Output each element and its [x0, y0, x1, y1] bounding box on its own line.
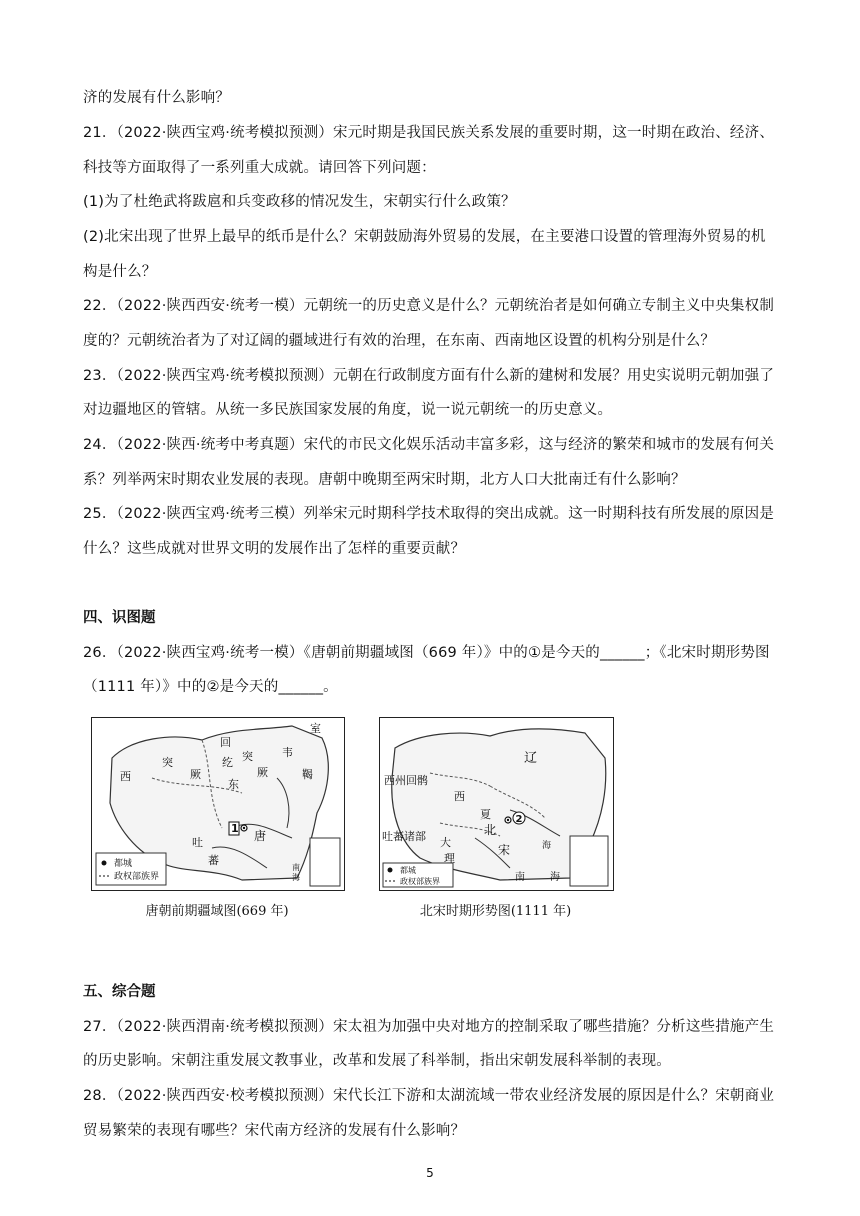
map-label: 宋 [498, 843, 511, 857]
map-label: 南 [515, 872, 525, 883]
map-label: 吐 [192, 836, 203, 849]
map-label: 大 [440, 836, 451, 849]
map-label: 鞨 [302, 768, 313, 781]
question-27: 27．（2022·陕西渭南·统考模拟预测）宋太祖为加强中央对地方的控制采取了哪些措施？分析这些措施产生 [83, 1019, 775, 1035]
map-label: 突 [242, 750, 253, 763]
map-label: 南 [292, 863, 300, 872]
map-label: 纥 [222, 756, 233, 769]
question-25: 25．（2022·陕西宝鸡·统考三模）列举宋元时期科学技术取得的突出成就。这一时期科技有所发展的原因是 [83, 506, 775, 522]
song-map [380, 718, 613, 890]
map-label: 厥 [190, 768, 201, 781]
section-heading-5: 五、综合题 [83, 984, 156, 1000]
map-label: 西 [120, 770, 131, 783]
question-24: 24．（2022·陕西·统考中考真题）宋代的市民文化娱乐活动丰富多彩，这与经济的繁荣和城市的发展有何关 [83, 437, 775, 453]
text-line: 什么？这些成就对世界文明的发展作出了怎样的重要贡献？ [83, 541, 466, 557]
map-label: 韦 [282, 746, 293, 759]
map-label: 室 [310, 722, 321, 735]
map-label: 厥 [257, 766, 268, 779]
text-line: 度的？元朝统治者为了对辽阔的疆域进行有效的治理，在东南、西南地区设置的机构分别是什么？ [83, 333, 716, 349]
tang-map [92, 718, 344, 890]
text-line: （1111 年）》中的②是今天的______。 [83, 679, 338, 695]
text-line: 贸易繁荣的表现有哪些？宋代南方经济的发展有什么影响？ [83, 1123, 466, 1139]
question-21-part-2: (2)北宋出现了世界上最早的纸币是什么？宋朝鼓励海外贸易的发展，在主要港口设置的管理海外贸易的机 [83, 229, 766, 245]
tang-map-caption: 唐朝前期疆域图(669 年) [145, 904, 289, 919]
text-line: 科技等方面取得了一系列重大成就。请回答下列问题： [83, 160, 436, 176]
legend-border: 政权部族界 [114, 872, 160, 882]
map-label: 东 [228, 778, 239, 791]
text-line: 对边疆地区的管辖。从统一多民族国家发展的角度，说一说元朝统一的历史意义。 [83, 402, 613, 418]
question-23: 23．（2022·陕西宝鸡·统考模拟预测）元朝在行政制度方面有什么新的建树和发展？用史实说明元朝加强了 [83, 368, 775, 384]
text-line: 系？列举两宋时期农业发展的表现。唐朝中晚期至两宋时期，北方人口大批南迁有什么影响？ [83, 472, 686, 488]
map-label: 北 [484, 823, 497, 837]
section-heading-4: 四、识图题 [83, 610, 156, 626]
question-22: 22．（2022·陕西西安·统考一模）元朝统一的历史意义是什么？元朝统治者是如何确立专制主义中央集权制 [83, 298, 775, 314]
capital-legend-icon [388, 868, 393, 873]
song-map-figure [379, 717, 614, 891]
map-label: 西州回鹘 [384, 774, 428, 787]
map-label: 唐 [254, 829, 267, 843]
map-label: 海 [550, 872, 560, 883]
legend-capital: 都城 [114, 859, 133, 869]
tang-map-figure [91, 717, 345, 891]
map-label: 突 [162, 756, 173, 769]
map-label: 理 [444, 852, 455, 865]
marker-2: 2 [515, 814, 523, 825]
question-28: 28．（2022·陕西西安·校考模拟预测）宋代长江下游和太湖流域一带农业经济发展的原因是什么？宋朝商业 [83, 1088, 775, 1104]
map-label: 蕃 [208, 854, 219, 867]
map-label: 海 [542, 841, 552, 851]
legend-border: 政权部族界 [400, 877, 440, 886]
map-label: 西 [454, 790, 465, 803]
text-line: 构是什么？ [83, 264, 157, 280]
text-line: 济的发展有什么影响？ [83, 90, 230, 106]
legend-capital: 都城 [400, 866, 416, 875]
song-map-caption: 北宋时期形势图(1111 年) [419, 904, 572, 919]
map-label: 回 [220, 736, 231, 749]
page-number: 5 [426, 1166, 434, 1180]
map-label: 海 [292, 873, 300, 882]
capital-legend-icon [102, 861, 107, 866]
map-label: 夏 [480, 808, 491, 821]
question-21-part-1: (1)为了杜绝武将跋扈和兵变政移的情况发生，宋朝实行什么政策？ [83, 194, 516, 210]
text-line: 的历史影响。宋朝注重发展文教事业，改革和发展了科举制，指出宋朝发展科举制的表现。 [83, 1053, 671, 1069]
marker-1: 1 [231, 822, 239, 835]
map-label: 吐蕃诸部 [382, 830, 426, 843]
question-21: 21．（2022·陕西宝鸡·统考模拟预测）宋元时期是我国民族关系发展的重要时期，这一时期在政治、经济、 [83, 125, 775, 141]
question-26: 26．（2022·陕西宝鸡·统考一模）《唐朝前期疆域图（669 年）》中的①是今天的______；《北宋时期形势图 [83, 645, 770, 661]
map-label: 辽 [524, 751, 538, 766]
